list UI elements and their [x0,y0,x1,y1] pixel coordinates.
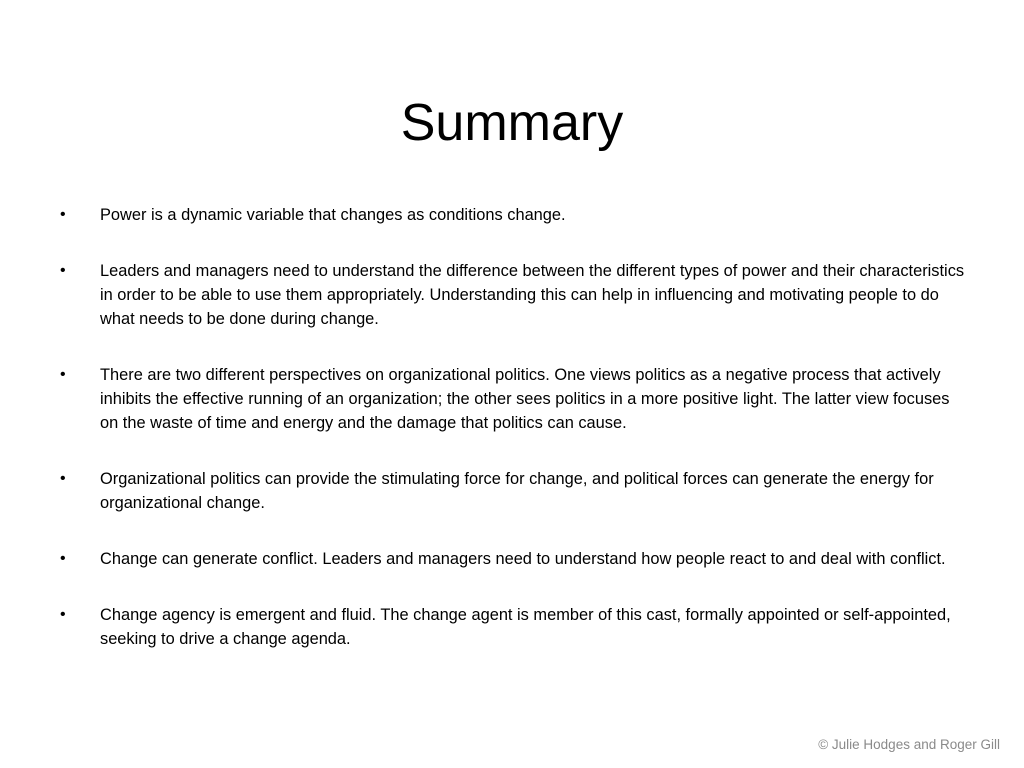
bullet-text: There are two different perspectives on organizational politics. One views politics as a negative process that actively inhibits the effective running of an organization; the other sees politics in a more positive light. The latter view focuses on the waste of time and energy and the damage that politics can cause. [100,366,950,432]
bullet-text: Change agency is emergent and fluid. The change agent is member of this cast, formally appointed or self-appointed, seeking to drive a change agenda. [100,606,951,648]
bullet-dot-icon: • [60,470,66,487]
bullet-item [60,603,965,651]
bullet-item [60,259,965,331]
bullet-item [60,363,965,435]
bullet-text: Leaders and managers need to understand the difference between the different types of power and their characteristics in order to be able to use them appropriately. Understanding this can help in influencing and motivating people to do what needs to be done during change. [100,262,965,328]
bullet-dot-icon: • [60,550,66,567]
bullet-text: Change can generate conflict. Leaders and managers need to understand how people react to and deal with conflict. [100,550,946,568]
bullet-item [60,547,965,571]
bullet-text: Organizational politics can provide the stimulating force for change, and political forces can generate the energy for organizational change. [100,470,934,512]
bullet-dot-icon: • [60,262,66,279]
bullet-text: Power is a dynamic variable that changes as conditions change. [100,206,566,224]
bullet-item [60,467,965,515]
bullet-dot-icon: • [60,366,66,383]
bullet-item [60,203,965,227]
bullet-list [60,203,965,683]
copyright-footer: © Julie Hodges and Roger Gill [818,737,1000,752]
slide-title: Summary [400,94,624,152]
bullet-dot-icon: • [60,206,66,223]
bullet-dot-icon: • [60,606,66,623]
